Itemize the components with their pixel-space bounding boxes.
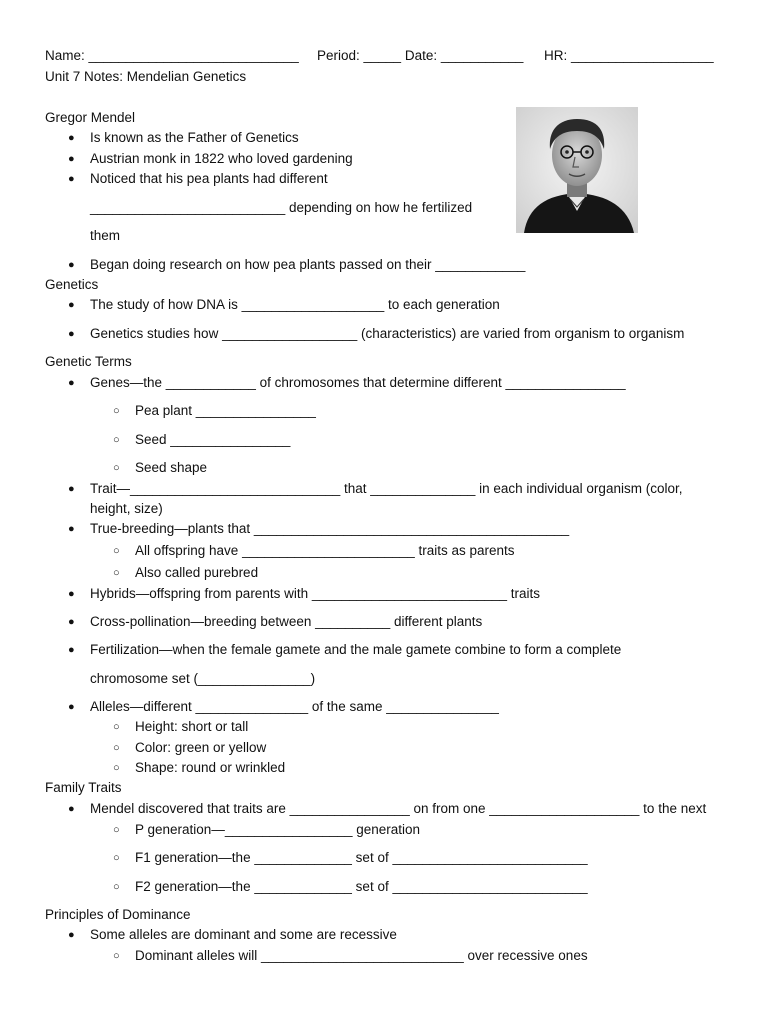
period-date-line: Period: _____ Date: ___________	[317, 48, 524, 63]
circle-bullet-icon: ○	[113, 852, 120, 864]
term-true-breeding: True-breeding—plants that __________________________________________	[90, 521, 570, 536]
genetics-dna: The study of how DNA is ___________________ to each generation	[90, 297, 500, 312]
mendel-monk: Austrian monk in 1822 who loved gardening	[90, 151, 353, 166]
mendel-noticed: Noticed that his pea plants had different	[90, 171, 328, 186]
circle-bullet-icon: ○	[113, 950, 120, 962]
genes-seed: Seed ________________	[135, 432, 291, 447]
mendel-noticed-cont: __________________________ depending on how he fertilized	[90, 200, 473, 215]
term-alleles: Alleles—different _______________ of the same _______________	[90, 699, 499, 714]
genes-seed-shape: Seed shape	[135, 460, 208, 475]
mendel-research: Began doing research on how pea plants passed on their ____________	[90, 257, 526, 272]
circle-bullet-icon: ○	[113, 881, 120, 893]
bullet-icon: ●	[68, 377, 75, 389]
bullet-icon: ●	[68, 929, 75, 941]
term-hybrids: Hybrids—offspring from parents with __________________________ traits	[90, 586, 541, 601]
section-heading-genetics: Genetics	[45, 277, 99, 292]
bullet-icon: ●	[68, 173, 75, 185]
bullet-icon: ●	[68, 483, 75, 495]
alleles-color: Color: green or yellow	[135, 740, 267, 755]
section-heading-terms: Genetic Terms	[45, 354, 132, 369]
bullet-icon: ●	[68, 616, 75, 628]
circle-bullet-icon: ○	[113, 405, 120, 417]
mendel-portrait-image	[516, 107, 638, 233]
section-heading-mendel: Gregor Mendel	[45, 110, 136, 125]
term-cross-pollination: Cross-pollination—breeding between __________ different plants	[90, 614, 483, 629]
bullet-icon: ●	[68, 153, 75, 165]
term-fertilization-cont: chromosome set (_______________)	[90, 671, 316, 686]
alleles-height: Height: short or tall	[135, 719, 249, 734]
circle-bullet-icon: ○	[113, 462, 120, 474]
genes-pea-plant: Pea plant ________________	[135, 403, 316, 418]
family-f1-generation: F1 generation—the _____________ set of __________________________	[135, 850, 588, 865]
true-breeding-purebred: Also called purebred	[135, 565, 259, 580]
circle-bullet-icon: ○	[113, 567, 120, 579]
bullet-icon: ●	[68, 588, 75, 600]
true-breeding-offspring: All offspring have _______________________ traits as parents	[135, 543, 515, 558]
mendel-noticed-cont2: them	[90, 228, 121, 243]
bullet-icon: ●	[68, 132, 75, 144]
bullet-icon: ●	[68, 701, 75, 713]
bullet-icon: ●	[68, 328, 75, 340]
circle-bullet-icon: ○	[113, 545, 120, 557]
family-f2-generation: F2 generation—the _____________ set of __________________________	[135, 879, 588, 894]
bullet-icon: ●	[68, 523, 75, 535]
term-trait-cont: height, size)	[90, 501, 163, 516]
alleles-shape: Shape: round or wrinkled	[135, 760, 286, 775]
dominance-dominant-alleles: Dominant alleles will ___________________________ over recessive ones	[135, 948, 588, 963]
term-genes: Genes—the ____________ of chromosomes that determine different ________________	[90, 375, 626, 390]
hr-field-line: HR: ___________________	[544, 48, 714, 63]
circle-bullet-icon: ○	[113, 721, 120, 733]
bullet-icon: ●	[68, 259, 75, 271]
genetics-studies: Genetics studies how __________________ (characteristics) are varied from organism to organism	[90, 326, 685, 341]
circle-bullet-icon: ○	[113, 434, 120, 446]
circle-bullet-icon: ○	[113, 762, 120, 774]
mendel-father: Is known as the Father of Genetics	[90, 130, 299, 145]
section-heading-family: Family Traits	[45, 780, 122, 795]
family-discovered: Mendel discovered that traits are ________________ on from one ____________________ to the next	[90, 801, 707, 816]
bullet-icon: ●	[68, 299, 75, 311]
family-p-generation: P generation—_________________ generation	[135, 822, 421, 837]
term-trait: Trait—____________________________ that ______________ in each individual organism (color,	[90, 481, 683, 496]
dominance-some-alleles: Some alleles are dominant and some are recessive	[90, 927, 397, 942]
circle-bullet-icon: ○	[113, 824, 120, 836]
name-field-line: Name: ____________________________	[45, 48, 299, 63]
bullet-icon: ●	[68, 803, 75, 815]
bullet-icon: ●	[68, 644, 75, 656]
page-subtitle: Unit 7 Notes: Mendelian Genetics	[45, 69, 247, 84]
circle-bullet-icon: ○	[113, 742, 120, 754]
section-heading-dominance: Principles of Dominance	[45, 907, 191, 922]
term-fertilization: Fertilization—when the female gamete and the male gamete combine to form a complete	[90, 642, 622, 657]
